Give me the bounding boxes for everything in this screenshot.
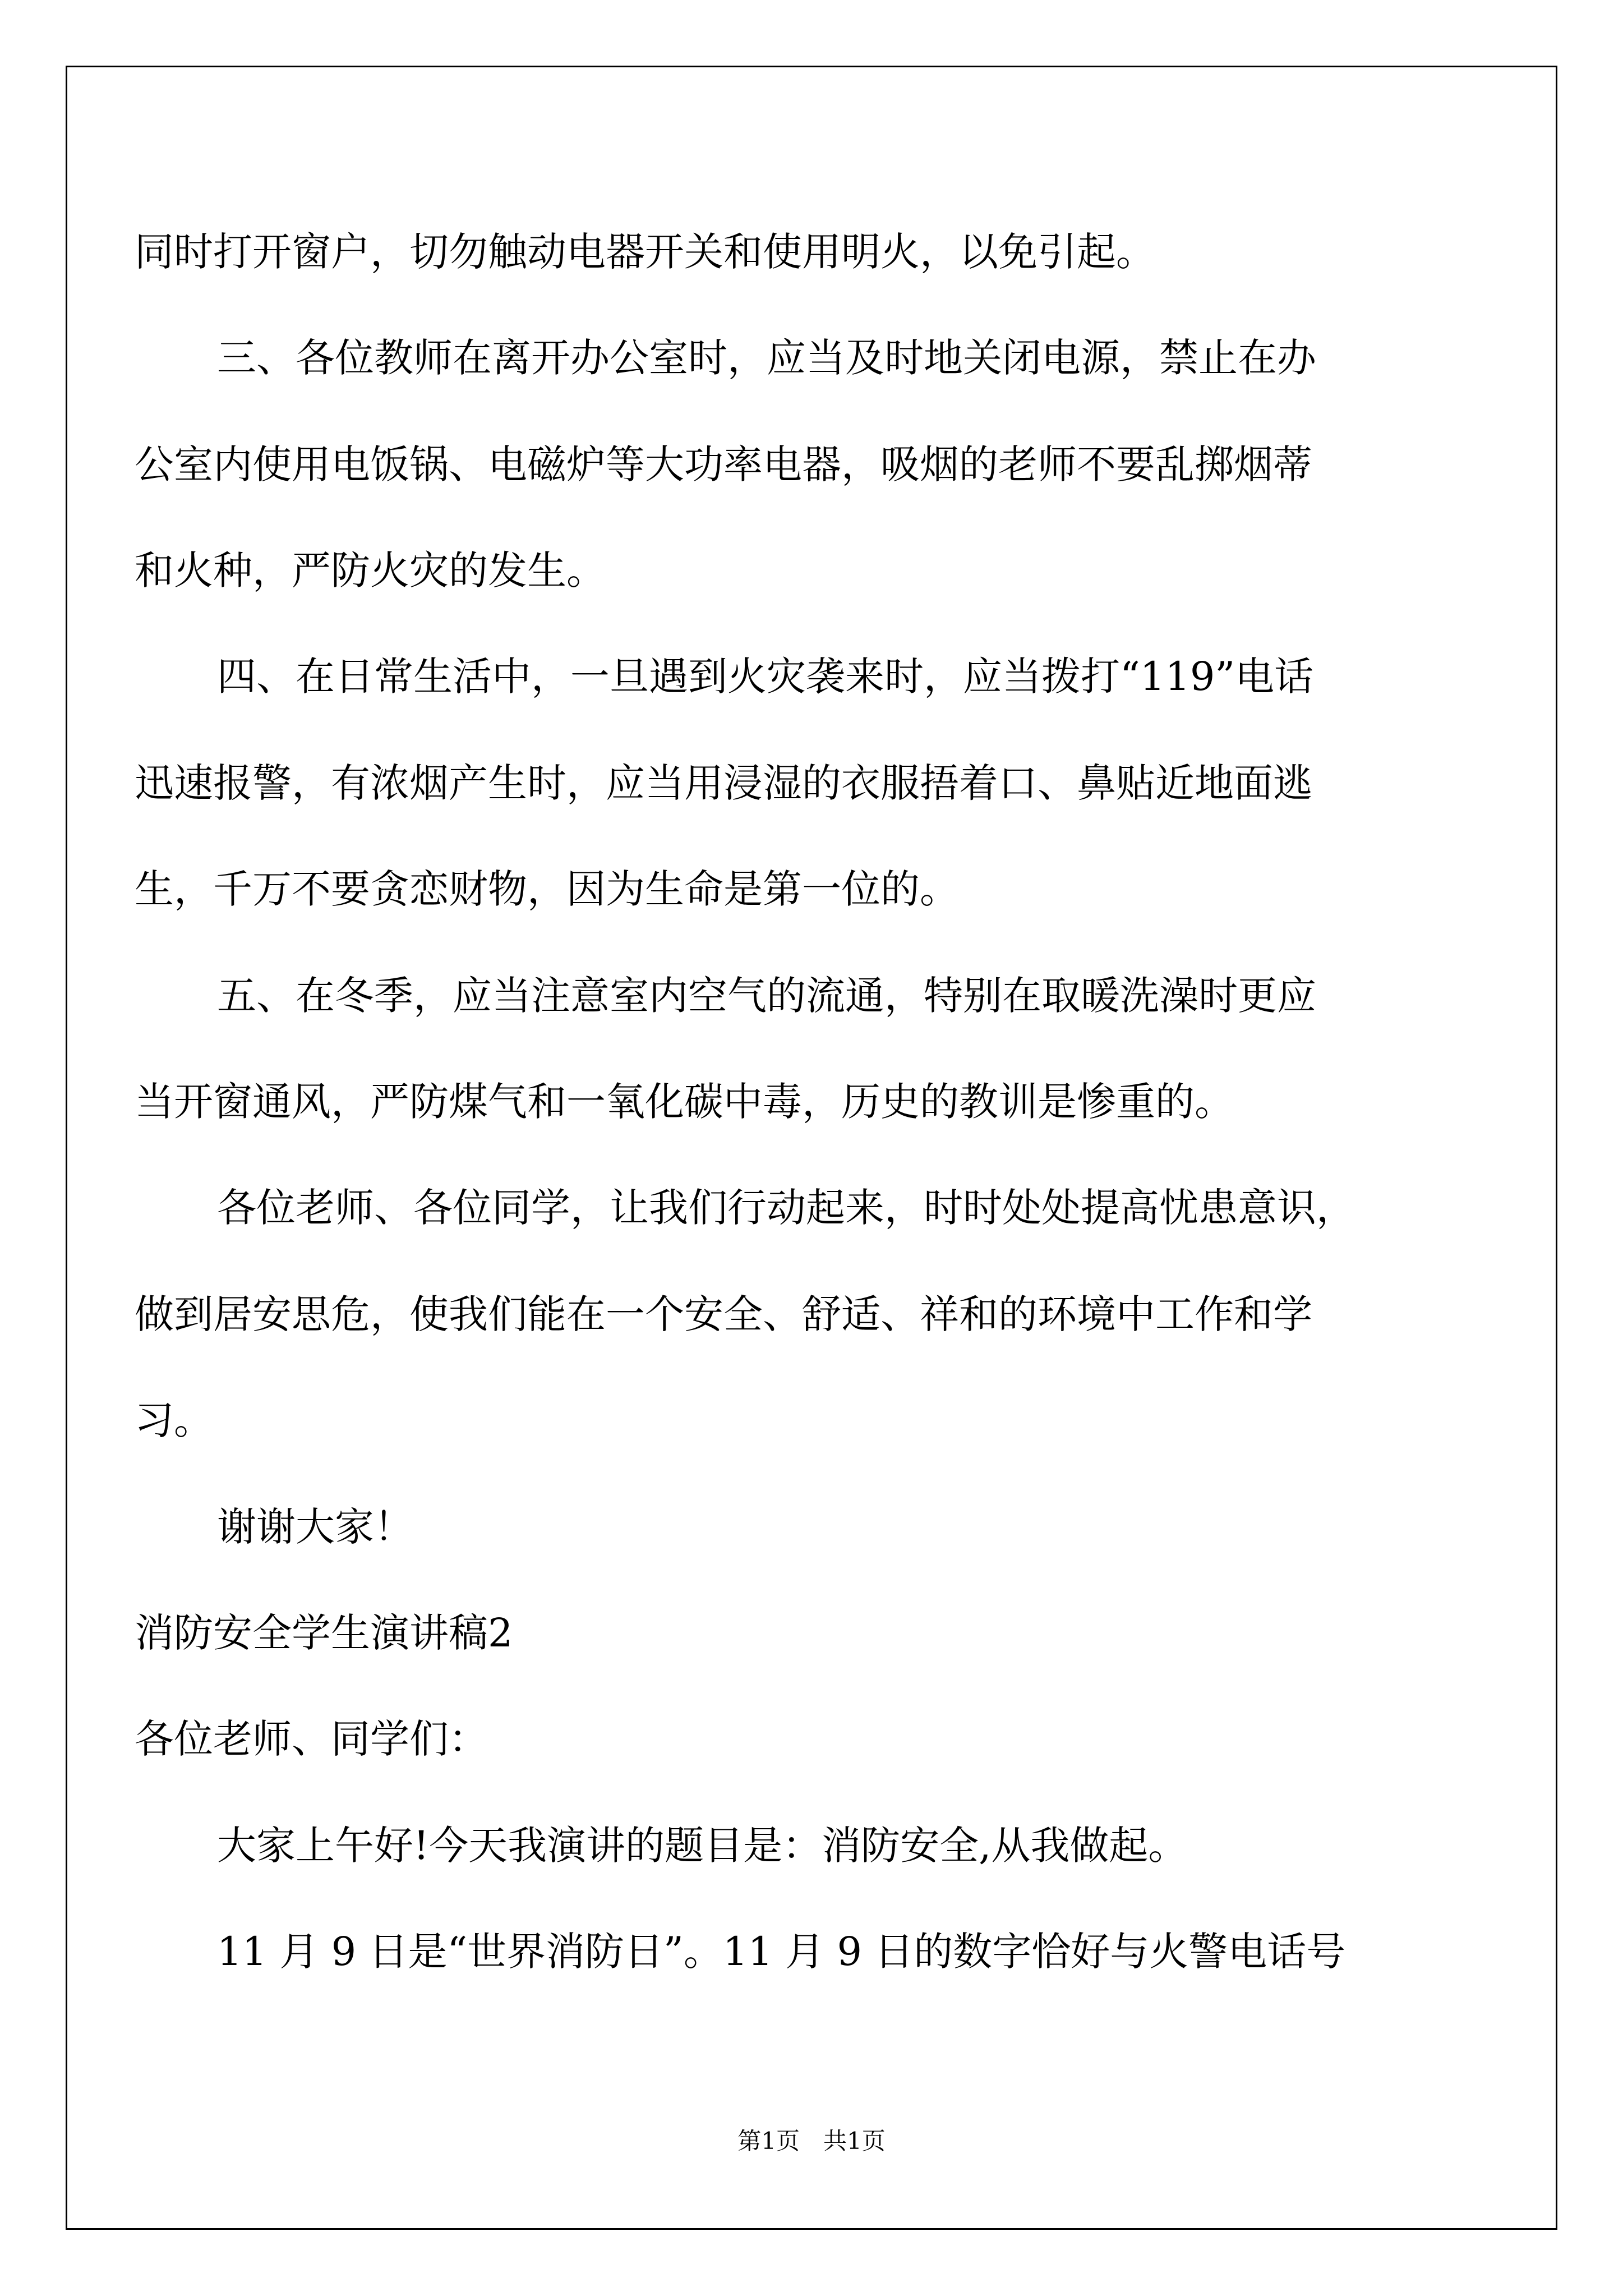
salutation-line: 各位老师、同学们： [135,1716,488,1762]
paragraph-line: 谢谢大家！ [217,1504,413,1550]
paragraph-line: 生，千万不要贪恋财物，因为生命是第一位的。 [135,866,959,912]
paragraph-line: 11 月 9 日是“世界消防日”。11 月 9 日的数字恰好与火警电话号 [217,1929,1346,1975]
paragraph-line: 大家上午好!今天我演讲的题目是：消防安全,从我做起。 [217,1823,1188,1869]
paragraph-line: 五、在冬季，应当注意室内空气的流通，特别在取暖洗澡时更应 [217,973,1316,1019]
page-number-footer: 第1页 共1页 [737,2127,886,2155]
paragraph-line: 做到居安思危，使我们能在一个安全、舒适、祥和的环境中工作和学 [135,1291,1312,1337]
paragraph-line: 各位老师、各位同学，让我们行动起来，时时处处提高忧患意识， [217,1185,1355,1231]
paragraph-line: 四、在日常生活中，一旦遇到火灾袭来时，应当拨打“119”电话 [217,654,1314,700]
section-title: 消防安全学生演讲稿2 [135,1610,513,1656]
paragraph-line: 和火种，严防火灾的发生。 [135,547,606,593]
paragraph-line: 公室内使用电饭锅、电磁炉等大功率电器，吸烟的老师不要乱掷烟蒂 [135,441,1312,487]
page-border [66,66,1557,2230]
paragraph-line: 三、各位教师在离开办公室时，应当及时地关闭电源，禁止在办 [217,335,1316,381]
paragraph-line: 当开窗通风，严防煤气和一氧化碳中毒，历史的教训是惨重的。 [135,1079,1234,1125]
paragraph-line: 习。 [135,1397,213,1443]
paragraph-line: 同时打开窗户，切勿触动电器开关和使用明火，以免引起。 [135,229,1155,275]
paragraph-line: 迅速报警，有浓烟产生时，应当用浸湿的衣服捂着口、鼻贴近地面逃 [135,760,1312,806]
